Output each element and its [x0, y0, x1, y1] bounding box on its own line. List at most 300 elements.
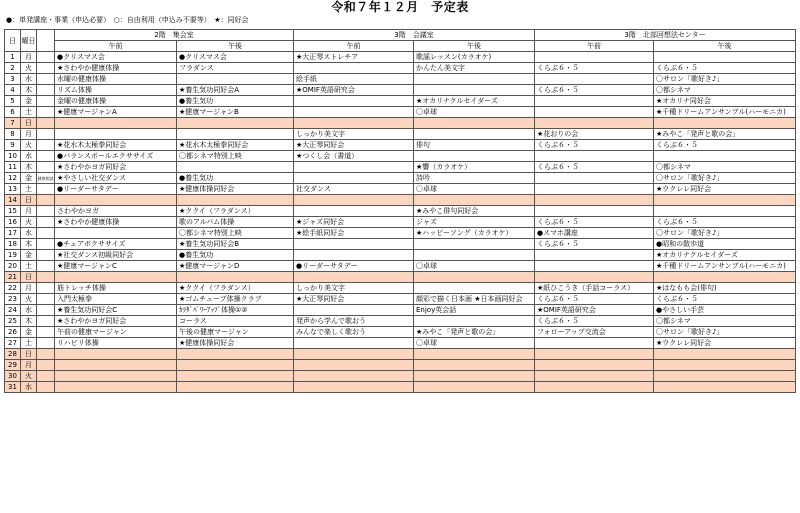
room1-pm-cell: ●クリスマス会: [177, 52, 294, 63]
room3-pm-cell: 〇サロン「歌好き♪」: [654, 228, 796, 239]
room2-am-cell: ★絵手紙同好会: [294, 228, 414, 239]
table-row: [5, 283, 796, 294]
table-row: [5, 294, 796, 305]
room1-pm-cell: ★健康マージャンB: [177, 107, 294, 118]
room3-am-cell: [535, 173, 654, 184]
room3-pm-cell: くらぶ６・５: [654, 140, 796, 151]
room3-pm-header: 午後: [654, 41, 796, 52]
room1-am-cell: ●チェアボクササイズ: [55, 239, 177, 250]
room1-pm-cell: ★花水木太極拳同好会: [177, 140, 294, 151]
dow-cell: 水: [21, 382, 37, 393]
room3-pm-cell: [654, 52, 796, 63]
room2-am-cell: [294, 360, 414, 371]
room2-pm-cell: [414, 283, 535, 294]
day-cell: 2: [5, 63, 21, 74]
dow-cell: 日: [21, 272, 37, 283]
day-cell: 27: [5, 338, 21, 349]
room3-am-cell: [535, 261, 654, 272]
table-row: [5, 327, 796, 338]
table-row: [5, 217, 796, 228]
note-cell: [37, 85, 55, 96]
day-cell: 1: [5, 52, 21, 63]
note-header: [37, 30, 55, 52]
dow-cell: 火: [21, 371, 37, 382]
room1-pm-cell: ｶﾗﾀﾞﾊﾟﾜｰｱｯﾌﾟ体操①②: [177, 305, 294, 316]
dow-cell: 水: [21, 151, 37, 162]
room2-am-cell: しっかり美文字: [294, 129, 414, 140]
room1-am-cell: リハビリ体操: [55, 338, 177, 349]
room1-pm-cell: ★養生気功同好会A: [177, 85, 294, 96]
room3-am-cell: [535, 52, 654, 63]
room1-am-cell: 午前の健康マージャン: [55, 327, 177, 338]
table-row: [5, 129, 796, 140]
room1-pm-cell: [177, 360, 294, 371]
day-cell: 19: [5, 250, 21, 261]
table-row: [5, 140, 796, 151]
room3-am-cell: ★紙ひこうき（手話コーラス）: [535, 283, 654, 294]
room2-am-cell: しっかり美文字: [294, 283, 414, 294]
note-cell: [37, 184, 55, 195]
note-cell: [37, 272, 55, 283]
room2-pm-cell: ★みやこ「発声と歌の会」: [414, 327, 535, 338]
dow-cell: 火: [21, 140, 37, 151]
dow-cell: 日: [21, 195, 37, 206]
note-cell: [37, 140, 55, 151]
table-row: [5, 349, 796, 360]
room2-pm-cell: [414, 85, 535, 96]
room2-am-cell: [294, 118, 414, 129]
room3-am-cell: くらぶ６・５: [535, 63, 654, 74]
dow-cell: 金: [21, 173, 37, 184]
day-cell: 5: [5, 96, 21, 107]
room1-pm-cell: コーラス: [177, 316, 294, 327]
day-cell: 31: [5, 382, 21, 393]
room1-pm-cell: [177, 162, 294, 173]
table-row: [5, 316, 796, 327]
table-row: [5, 338, 796, 349]
room2-am-cell: [294, 96, 414, 107]
room3-am-cell: くらぶ６・５: [535, 162, 654, 173]
room1-pm-cell: ●養生気功: [177, 96, 294, 107]
day-cell: 11: [5, 162, 21, 173]
room3-pm-cell: [654, 382, 796, 393]
legend: ●：単発講座・事業（申込必要） ○：自由利用（申込み不要等） ★：同好会: [6, 16, 249, 24]
room1-am-cell: ★さわやかヨガ同好会: [55, 316, 177, 327]
room1-am-cell: [55, 118, 177, 129]
room1-am-cell: 金曜の健康体操: [55, 96, 177, 107]
room3-pm-cell: 〇サロン「歌好き♪」: [654, 327, 796, 338]
day-cell: 28: [5, 349, 21, 360]
header-row-rooms: [5, 30, 796, 41]
room1-pm-cell: 歌のアルバム体操: [177, 217, 294, 228]
day-cell: 9: [5, 140, 21, 151]
room3-pm-cell: 〇都シネマ: [654, 316, 796, 327]
schedule-table: [4, 29, 796, 393]
room3-am-cell: ★OMIF英語研究会: [535, 305, 654, 316]
note-cell: [37, 151, 55, 162]
day-cell: 12: [5, 173, 21, 184]
room2-pm-cell: [414, 349, 535, 360]
room1-am-cell: [55, 272, 177, 283]
room2-am-cell: 絵手紙: [294, 74, 414, 85]
room2-am-cell: [294, 173, 414, 184]
room3-pm-cell: ★千種ドリームアンサンブル(ハーモニカ): [654, 261, 796, 272]
room3-pm-cell: [654, 371, 796, 382]
room2-am-cell: [294, 272, 414, 283]
room1-pm-cell: [177, 349, 294, 360]
room1-pm-cell: [177, 382, 294, 393]
room2-pm-header: 午後: [414, 41, 535, 52]
day-cell: 30: [5, 371, 21, 382]
room3-pm-cell: くらぶ６・５: [654, 294, 796, 305]
room2-pm-cell: [414, 74, 535, 85]
dow-header: 曜日: [21, 30, 37, 52]
room2-pm-cell: 〇卓球: [414, 184, 535, 195]
dow-cell: 火: [21, 217, 37, 228]
table-row: [5, 371, 796, 382]
room1-am-cell: ★さわやか健康体操: [55, 63, 177, 74]
dow-cell: 木: [21, 162, 37, 173]
dow-cell: 日: [21, 118, 37, 129]
room2-am-cell: 発声から学んで歌おう: [294, 316, 414, 327]
room3-pm-cell: ●昭和の散歩道: [654, 239, 796, 250]
room2-am-cell: ★大正琴ストレチア: [294, 52, 414, 63]
day-cell: 15: [5, 206, 21, 217]
day-cell: 3: [5, 74, 21, 85]
room1-am-cell: [55, 371, 177, 382]
room3-pm-cell: くらぶ６・５: [654, 63, 796, 74]
room1-pm-cell: 午後の健康マージャン: [177, 327, 294, 338]
room2-pm-cell: ★ハッピーソング（カラオケ）: [414, 228, 535, 239]
room2-am-header: 午前: [294, 41, 414, 52]
note-cell: [37, 162, 55, 173]
room1-am-header: 午前: [55, 41, 177, 52]
room2-am-cell: [294, 250, 414, 261]
note-cell: [37, 371, 55, 382]
table-row: [5, 228, 796, 239]
room3-am-cell: [535, 96, 654, 107]
room3-am-header: 午前: [535, 41, 654, 52]
table-row: [5, 118, 796, 129]
room3-am-cell: ★花おりの会: [535, 129, 654, 140]
room2-pm-cell: 俳句: [414, 140, 535, 151]
room3-am-cell: くらぶ６・５: [535, 217, 654, 228]
room1-pm-header: 午後: [177, 41, 294, 52]
room2-am-cell: 社交ダンス: [294, 184, 414, 195]
room2-pm-cell: 〇卓球: [414, 107, 535, 118]
room1-pm-cell: フラダンス: [177, 63, 294, 74]
note-cell: [37, 96, 55, 107]
table-row: [5, 360, 796, 371]
room3-am-cell: [535, 118, 654, 129]
table-row: [5, 107, 796, 118]
room3-am-cell: [535, 151, 654, 162]
room2-am-cell: [294, 162, 414, 173]
room3-pm-cell: [654, 151, 796, 162]
dow-cell: 水: [21, 305, 37, 316]
room1-pm-cell: ★ククイ（フラダンス）: [177, 283, 294, 294]
room3-pm-cell: [654, 360, 796, 371]
room2-pm-cell: [414, 250, 535, 261]
room1-am-cell: [55, 360, 177, 371]
room3-am-cell: [535, 371, 654, 382]
note-cell: [37, 305, 55, 316]
dow-cell: 土: [21, 107, 37, 118]
room1-am-cell: [55, 349, 177, 360]
room3-pm-cell: [654, 206, 796, 217]
dow-cell: 月: [21, 52, 37, 63]
day-cell: 25: [5, 316, 21, 327]
table-row: [5, 261, 796, 272]
room2-pm-cell: かんたん美文字: [414, 63, 535, 74]
room1-am-cell: ★健康マージャンC: [55, 261, 177, 272]
room1-pm-cell: ★健康体操同好会: [177, 338, 294, 349]
dow-cell: 土: [21, 184, 37, 195]
schedule-body: [5, 52, 796, 393]
dow-cell: 火: [21, 63, 37, 74]
room2-am-cell: [294, 305, 414, 316]
room1-am-cell: ★養生気功同好会C: [55, 305, 177, 316]
table-row: [5, 250, 796, 261]
table-row: [5, 74, 796, 85]
note-cell: [37, 294, 55, 305]
day-cell: 26: [5, 327, 21, 338]
day-cell: 29: [5, 360, 21, 371]
room1-pm-cell: [177, 272, 294, 283]
room1-header: 2階 集会室: [55, 30, 294, 41]
table-row: [5, 151, 796, 162]
table-row: [5, 206, 796, 217]
room2-pm-cell: ★響（カラオケ）: [414, 162, 535, 173]
room3-am-cell: くらぶ６・５: [535, 316, 654, 327]
room3-pm-cell: ★みやこ「発声と歌の会」: [654, 129, 796, 140]
table-row: [5, 96, 796, 107]
room1-pm-cell: [177, 118, 294, 129]
room3-am-cell: [535, 184, 654, 195]
room3-am-cell: [535, 107, 654, 118]
note-cell: [37, 239, 55, 250]
day-cell: 17: [5, 228, 21, 239]
table-row: [5, 85, 796, 96]
note-cell: [37, 360, 55, 371]
room2-am-cell: [294, 107, 414, 118]
room2-am-cell: みんなで楽しく歌おう: [294, 327, 414, 338]
room1-pm-cell: ★健康体操同好会: [177, 184, 294, 195]
note-cell: [37, 52, 55, 63]
day-cell: 10: [5, 151, 21, 162]
dow-cell: 木: [21, 316, 37, 327]
room1-am-cell: ●バランスボールエクササイズ: [55, 151, 177, 162]
room3-am-cell: [535, 195, 654, 206]
room1-am-cell: [55, 228, 177, 239]
room1-pm-cell: 〇都シネマ特別上映: [177, 151, 294, 162]
room3-am-cell: [535, 250, 654, 261]
table-row: [5, 272, 796, 283]
room3-am-cell: ●スマホ講座: [535, 228, 654, 239]
dow-cell: 日: [21, 349, 37, 360]
page-title: 令和７年１２月 予定表: [331, 0, 469, 14]
room3-pm-cell: [654, 195, 796, 206]
dow-cell: 土: [21, 261, 37, 272]
table-row: [5, 305, 796, 316]
room2-pm-cell: 詩吟: [414, 173, 535, 184]
room3-am-cell: [535, 349, 654, 360]
room2-pm-cell: [414, 118, 535, 129]
room3-pm-cell: ★はなもも会(俳句): [654, 283, 796, 294]
room1-pm-cell: ●養生気功: [177, 250, 294, 261]
room3-header: 3階 北部回想法センター: [535, 30, 796, 41]
room3-am-cell: [535, 74, 654, 85]
room1-am-cell: [55, 382, 177, 393]
room2-pm-cell: [414, 129, 535, 140]
room1-am-cell: ★さわやかヨガ同好会: [55, 162, 177, 173]
day-cell: 6: [5, 107, 21, 118]
room2-am-cell: [294, 63, 414, 74]
day-cell: 4: [5, 85, 21, 96]
dow-cell: 水: [21, 228, 37, 239]
room3-pm-cell: [654, 349, 796, 360]
room1-pm-cell: [177, 74, 294, 85]
room2-pm-cell: ★みやこ俳句同好会: [414, 206, 535, 217]
dow-cell: 土: [21, 338, 37, 349]
room2-pm-cell: [414, 382, 535, 393]
room2-pm-cell: [414, 360, 535, 371]
day-cell: 13: [5, 184, 21, 195]
note-cell: [37, 349, 55, 360]
note-cell: [37, 63, 55, 74]
room3-pm-cell: [654, 272, 796, 283]
dow-cell: 金: [21, 327, 37, 338]
table-row: [5, 184, 796, 195]
room1-am-cell: ●クリスマス会: [55, 52, 177, 63]
room3-pm-cell: ★ウクレレ同好会: [654, 338, 796, 349]
room2-pm-cell: 歌謡レッスン(カラオケ): [414, 52, 535, 63]
room3-am-cell: フォローアップ交流会: [535, 327, 654, 338]
table-row: [5, 173, 796, 184]
room2-am-cell: [294, 206, 414, 217]
note-cell: [37, 382, 55, 393]
room3-pm-cell: ★ウクレレ同好会: [654, 184, 796, 195]
room1-am-cell: リズム体操: [55, 85, 177, 96]
room1-pm-cell: ★ゴムチューブ体操クラブ: [177, 294, 294, 305]
day-header: 日: [5, 30, 21, 52]
room3-pm-cell: くらぶ６・５: [654, 217, 796, 228]
room2-pm-cell: 〇卓球: [414, 338, 535, 349]
dow-cell: 火: [21, 294, 37, 305]
room2-pm-cell: 〇卓球: [414, 261, 535, 272]
room2-header: 3階 会議室: [294, 30, 535, 41]
note-cell: [37, 206, 55, 217]
room3-pm-cell: ★オカリナクルセイダーズ: [654, 250, 796, 261]
note-cell: [37, 74, 55, 85]
room2-pm-cell: [414, 316, 535, 327]
room3-am-cell: くらぶ６・５: [535, 140, 654, 151]
room1-am-cell: ★健康マージャンA: [55, 107, 177, 118]
room3-am-cell: [535, 338, 654, 349]
room3-pm-cell: ★オカリナ同好会: [654, 96, 796, 107]
room1-am-cell: ★やさしい社交ダンス: [55, 173, 177, 184]
day-cell: 16: [5, 217, 21, 228]
day-cell: 22: [5, 283, 21, 294]
room1-pm-cell: ★健康マージャンD: [177, 261, 294, 272]
note-cell: [37, 217, 55, 228]
room1-pm-cell: ★養生気功同好会B: [177, 239, 294, 250]
note-cell: [37, 228, 55, 239]
room2-pm-cell: [414, 151, 535, 162]
room3-am-cell: くらぶ６・５: [535, 294, 654, 305]
room2-pm-cell: ★オカリナクルセイダーズ: [414, 96, 535, 107]
room2-am-cell: ★大正琴同好会: [294, 294, 414, 305]
room3-am-cell: [535, 206, 654, 217]
room3-pm-cell: 〇都シネマ: [654, 85, 796, 96]
room2-am-cell: [294, 349, 414, 360]
note-cell: [37, 327, 55, 338]
note-cell: [37, 283, 55, 294]
room3-pm-cell: 〇都シネマ: [654, 162, 796, 173]
room3-pm-cell: ★千種ドリームアンサンブル(ハーモニカ): [654, 107, 796, 118]
room2-am-cell: [294, 195, 414, 206]
room2-am-cell: [294, 382, 414, 393]
room2-am-cell: [294, 239, 414, 250]
note-cell: [37, 250, 55, 261]
room1-am-cell: 入門太極拳: [55, 294, 177, 305]
note-cell: [37, 129, 55, 140]
room3-pm-cell: 〇サロン「歌好き♪」: [654, 74, 796, 85]
room1-am-cell: ★さわやか健康体操: [55, 217, 177, 228]
table-row: [5, 195, 796, 206]
room2-pm-cell: [414, 239, 535, 250]
table-row: [5, 382, 796, 393]
room1-pm-cell: ●養生気功: [177, 173, 294, 184]
table-row: [5, 162, 796, 173]
room3-am-cell: くらぶ６・５: [535, 239, 654, 250]
room2-am-cell: [294, 371, 414, 382]
room1-am-cell: さわやかヨガ: [55, 206, 177, 217]
room1-am-cell: 筋トレッチ体操: [55, 283, 177, 294]
note-cell: 健康相談: [37, 173, 55, 184]
note-cell: [37, 195, 55, 206]
room1-am-cell: ●リーダーサタデー: [55, 184, 177, 195]
day-cell: 7: [5, 118, 21, 129]
room1-am-cell: 水曜の健康体操: [55, 74, 177, 85]
room1-pm-cell: [177, 195, 294, 206]
note-cell: [37, 316, 55, 327]
day-cell: 20: [5, 261, 21, 272]
note-cell: [37, 338, 55, 349]
note-cell: [37, 118, 55, 129]
room2-pm-cell: Enjoy英会話: [414, 305, 535, 316]
dow-cell: 水: [21, 74, 37, 85]
day-cell: 23: [5, 294, 21, 305]
day-cell: 8: [5, 129, 21, 140]
room3-pm-cell: [654, 118, 796, 129]
room1-am-cell: [55, 195, 177, 206]
room1-pm-cell: [177, 371, 294, 382]
room2-am-cell: ★ジャズ同好会: [294, 217, 414, 228]
day-cell: 18: [5, 239, 21, 250]
header-row-periods: [5, 41, 796, 52]
room1-pm-cell: [177, 129, 294, 140]
room2-pm-cell: [414, 195, 535, 206]
dow-cell: 金: [21, 96, 37, 107]
day-cell: 24: [5, 305, 21, 316]
room3-pm-cell: ●やさしい手芸: [654, 305, 796, 316]
day-cell: 14: [5, 195, 21, 206]
room2-am-cell: [294, 338, 414, 349]
table-row: [5, 52, 796, 63]
dow-cell: 月: [21, 129, 37, 140]
room1-pm-cell: ★ククイ（フラダンス）: [177, 206, 294, 217]
